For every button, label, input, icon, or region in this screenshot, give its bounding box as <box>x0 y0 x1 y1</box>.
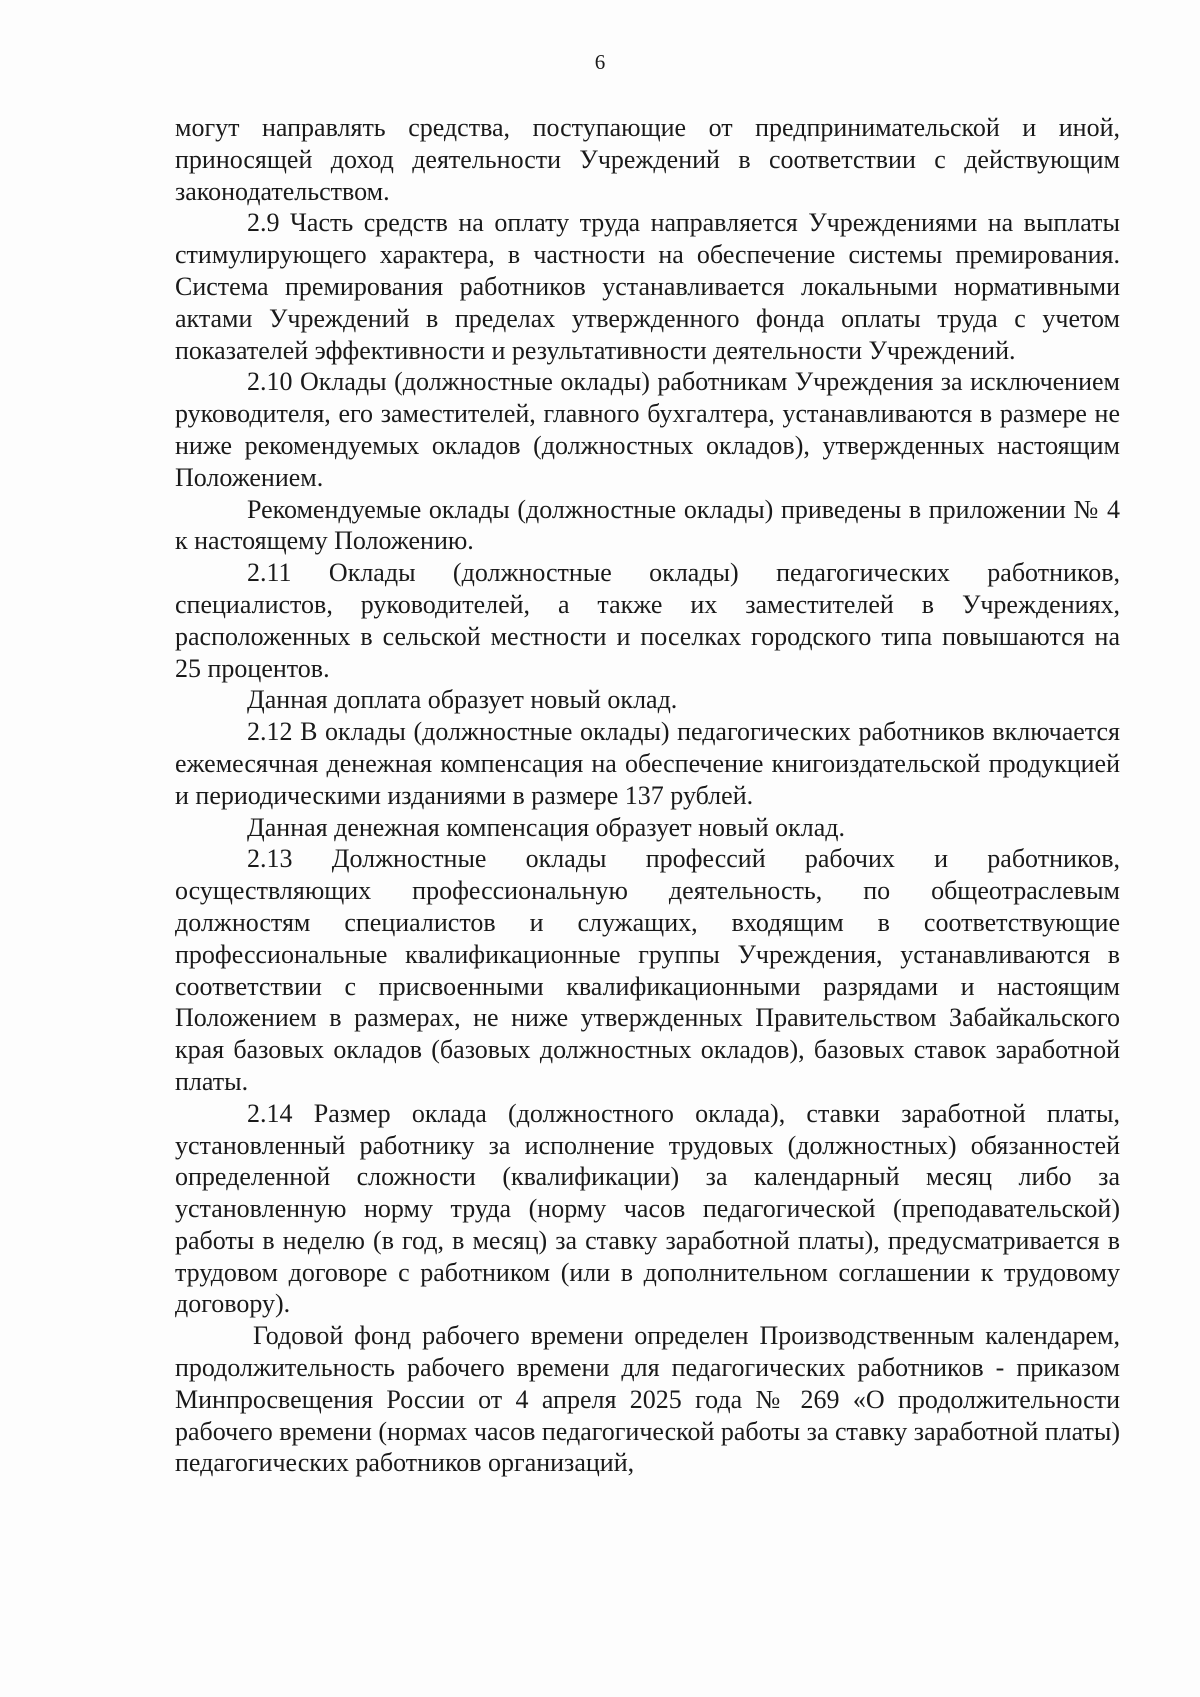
paragraph-2-12: 2.12 В оклады (должностные оклады) педагогических работников включается ежемесячная денежная компенсация на обеспечение книгоиздательской продукцией и периодическими изданиями в размере 137 рублей. <box>175 717 1120 810</box>
document-body <box>175 112 1120 1479</box>
paragraph-annual-fund: Годовой фонд рабочего времени определен Производственным календарем, продолжительность рабочего времени для педагогических работников - приказом Минпросвещения России от 4 апреля 2025 года № 269 «О продолжительности рабочего времени (нормах часов педагогической работы за ставку заработной платы) педагогических работников организаций, <box>175 1321 1120 1478</box>
page-number: 6 <box>594 50 606 74</box>
paragraph-recommended-salaries: Рекомендуемые оклады (должностные оклады) приведены в приложении № 4 к настоящему Положению. <box>175 494 1120 556</box>
paragraph-2-9: 2.9 Часть средств на оплату труда направляется Учреждениями на выплаты стимулирующего характера, в частности на обеспечение системы премирования. Система премирования работников устанавливается локальными нормативными актами Учреждений в пределах утвержденного фонда оплаты труда с учетом показателей эффективности и результативности деятельности Учреждений. <box>175 208 1120 365</box>
paragraph-allowance-note: Данная доплата образует новый оклад. <box>247 685 678 715</box>
paragraph-2-10: 2.10 Оклады (должностные оклады) работникам Учреждения за исключением руководителя, его заместителей, главного бухгалтера, устанавливаются в размере не ниже рекомендуемых окладов (должностных окладов), утвержденных настоящим Положением. <box>175 367 1120 492</box>
paragraph-compensation-note: Данная денежная компенсация образует новый оклад. <box>247 812 846 842</box>
paragraph-2-11: 2.11 Оклады (должностные оклады) педагогических работников, специалистов, руководителей, а также их заместителей в Учреждениях, расположенных в сельской местности и поселках городского типа повышаются на 25 процентов. <box>175 558 1120 683</box>
paragraph-continuation: могут направлять средства, поступающие от предпринимательской и иной, приносящей доход деятельности Учреждений в соответствии с действующим законодательством. <box>175 113 1120 206</box>
paragraph-2-14: 2.14 Размер оклада (должностного оклада), ставки заработной платы, установленный работнику за исполнение трудовых (должностных) обязанностей определенной сложности (квалификации) за календарный месяц либо за установленную норму труда (норму часов педагогической (преподавательской) работы в неделю (в год, в месяц) за ставку заработной платы), предусматривается в трудовом договоре с работником (или в дополнительном соглашении к трудовому договору). <box>175 1098 1120 1319</box>
paragraph-2-13: 2.13 Должностные оклады профессий рабочих и работников, осуществляющих профессиональную деятельность, по общеотраслевым должностям специалистов и служащих, входящим в соответствующие профессиональные квалификационные группы Учреждения, устанавливаются в соответствии с присвоенными квалификационными разрядами и настоящим Положением в размерах, не ниже утвержденных Правительством Забайкальского края базовых окладов (базовых должностных окладов), базовых ставок заработной платы. <box>175 844 1120 1096</box>
